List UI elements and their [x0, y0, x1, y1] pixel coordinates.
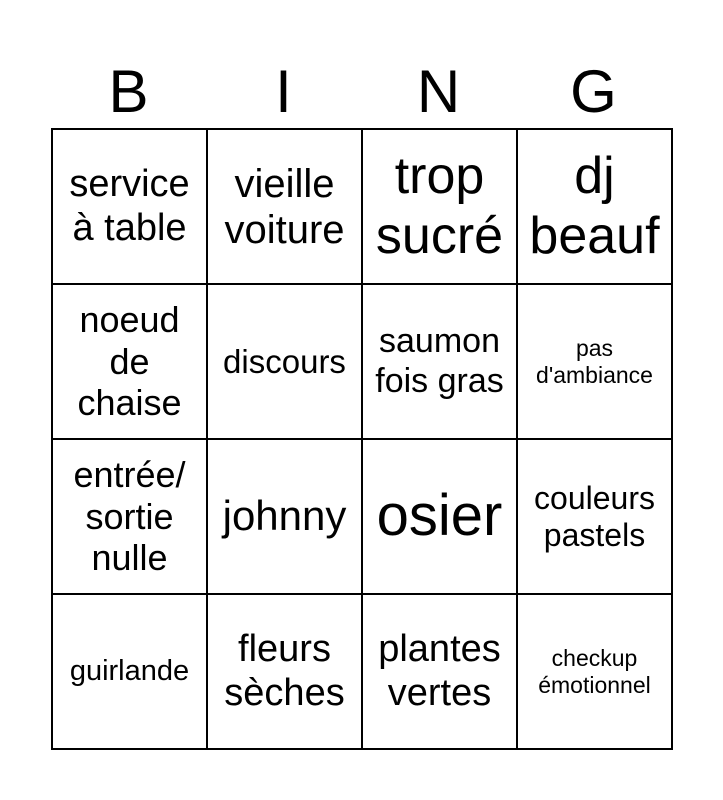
bingo-cell[interactable]: trop sucré	[362, 129, 517, 284]
bingo-cell[interactable]: fleurs sèches	[207, 594, 362, 749]
bingo-cell[interactable]: entrée/ sortie nulle	[52, 439, 207, 594]
header-letter-n: N	[416, 58, 461, 125]
bingo-cell[interactable]: saumon fois gras	[362, 284, 517, 439]
bingo-cell[interactable]: guirlande	[52, 594, 207, 749]
bingo-cell[interactable]: plantes vertes	[362, 594, 517, 749]
bingo-cell[interactable]: dj beauf	[517, 129, 672, 284]
header-letter-b: B	[108, 58, 149, 125]
bingo-row	[52, 439, 672, 594]
bingo-grid	[51, 128, 673, 750]
bingo-cell[interactable]: pas d'ambiance	[517, 284, 672, 439]
bingo-row	[52, 594, 672, 749]
bingo-cell[interactable]: osier	[362, 439, 517, 594]
bingo-cell[interactable]: vieille voiture	[207, 129, 362, 284]
bingo-cell[interactable]: service à table	[52, 129, 207, 284]
bingo-header	[51, 56, 671, 128]
bingo-cell[interactable]: couleurs pastels	[517, 439, 672, 594]
bingo-cell[interactable]: noeud de chaise	[52, 284, 207, 439]
header-letter-i: I	[275, 58, 292, 125]
bingo-cell[interactable]: johnny	[207, 439, 362, 594]
bingo-cell[interactable]: discours	[207, 284, 362, 439]
bingo-cell[interactable]: checkup émotionnel	[517, 594, 672, 749]
bingo-row	[52, 129, 672, 284]
header-letter-g: G	[570, 58, 617, 125]
bingo-row	[52, 284, 672, 439]
